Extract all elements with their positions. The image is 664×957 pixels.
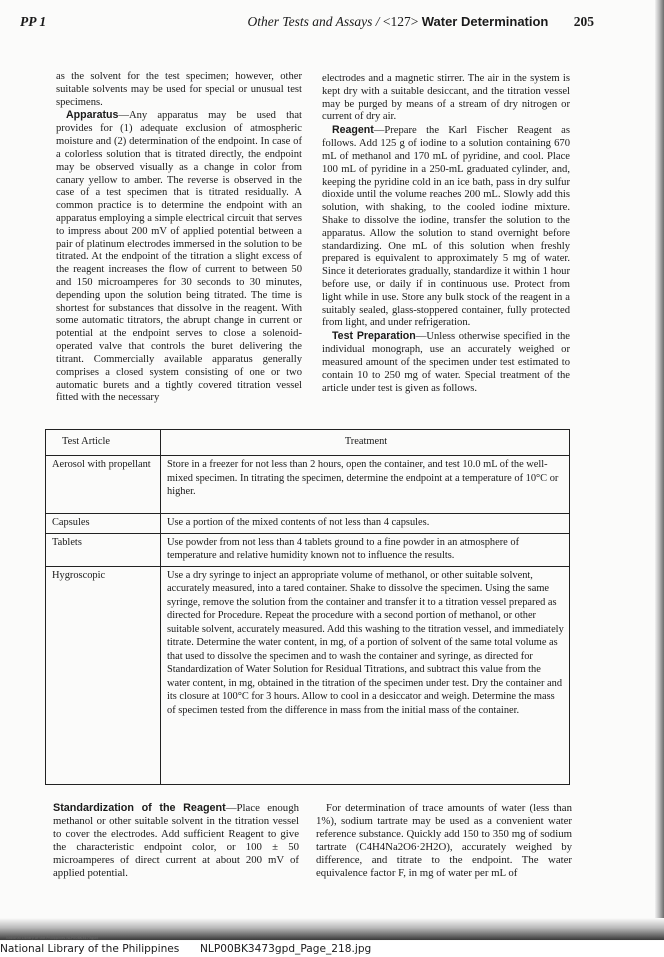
cell-treatment: Use powder from not less than 4 tablets ground to a fine powder in an atmosphere of temperature and relative humidity known not to influence the results. — [161, 533, 570, 566]
paragraph-apparatus — [56, 109, 302, 405]
heading-test-preparation: Test Preparation — [332, 330, 416, 343]
paragraph-test-preparation — [322, 330, 570, 395]
cell-treatment: Store in a freezer for not less than 2 hours, open the container, and test 10.0 mL of the well-mixed specimen. In titrating the specimen, determine the endpoint at a temperature of 10°C or higher. — [161, 456, 570, 514]
column-bottom-left — [53, 802, 299, 880]
section-code: PP 1 — [20, 14, 47, 29]
column-bottom-right — [316, 802, 572, 880]
chapter-number: <127> — [382, 14, 419, 29]
table-header-row — [46, 430, 570, 456]
cell-test-article: Hygroscopic — [46, 566, 161, 784]
column-header-test-article: Test Article — [46, 430, 161, 456]
paragraph-trace-water: For determination of trace amounts of water (less than 1%), sodium tartrate may be used as a convenient water reference substance. Quickly add 150 to 350 mg of sodium tartrate (C4H4Na2O6·2H2O), accurately weighed by difference, and titrate to the endpoint. The water equivalence factor F, in mg of water per mL of — [316, 802, 572, 880]
treatment-table — [45, 429, 570, 785]
library-name: National Library of the Philippines — [0, 943, 180, 955]
running-title — [247, 14, 594, 30]
scanner-mark: National Library of the Philippines NLP00BK3473gpd — [6, 936, 98, 940]
paragraph-text: —Unless otherwise specified in the individual monograph, use an accurately weighed or measured amount of the specimen under test estimated to contain 10 to 250 mg of water. Special treatment of the article under test is given as follows. — [322, 331, 571, 394]
paragraph-standardization — [53, 802, 299, 880]
column-top-left — [56, 71, 302, 405]
cell-test-article: Aerosol with propellant — [46, 456, 161, 514]
paragraph-text: —Prepare the Karl Fischer Reagent as follows. Add 125 g of iodine to a solution containing 670 mL of methanol and 170 mL of pyridine, and cool. Place 100 mL of pyridine in a 250-mL graduated cylinder, and, keeping the pyridine cold in an ice bath, pass in dry sulfur dioxide until the volume reaches 200 mL. Slowly add this solution, with shaking, to the cooled iodine mixture. Shake to dissolve the iodine, transfer the solution to the apparatus. Allow the solution to stand overnight before standardizing. One mL of this solution when freshly prepared is equivalent to approximately 5 mg of water. Since it deteriorates gradually, standardize it within 1 hour before use, or daily if in continuous use. Protect from light while in use. Store any bulk stock of the reagent in a suitably sealed, glass-stoppered container, fully protected from light, and under refrigeration. — [322, 125, 570, 329]
page-number: 205 — [573, 14, 594, 29]
running-title-bold: Water Determination — [421, 14, 549, 29]
paragraph-text: —Any apparatus may be used that provides for (1) adequate exclusion of atmospheric moisture and (2) determination of the endpoint. In case of a colorless solution that is titrated directly, the endpoint may be observed visually as a change in color from canary yellow to amber. The reverse is observed in the case of a test specimen that is titrated residually. A common practice is to determine the endpoint with an apparatus employing a simple electrical circuit that serves to impress about 200 mV of applied potential between a pair of platinum electrodes immersed in the solution to be titrated. At the endpoint of the titration a slight excess of the reagent increases the flow of current to between 50 and 150 microamperes for 30 seconds to 30 minutes, depending upon the solution being titrated. The time is shortest for substances that dissolve in the reagent. With some automatic titrators, the abrupt change in current or potential at the endpoint serves to close a solenoid-operated valve that controls the buret delivering the titrant. Commercially available apparatus generally comprises a closed system consisting of one or two automatic burets and a tightly covered titration vessel fitted with the necessary — [56, 110, 302, 404]
paragraph-reagent — [322, 124, 570, 330]
column-top-right — [322, 73, 570, 395]
paragraph: as the solvent for the test specimen; however, other suitable solvents may be used for special or unusual test specimens. — [56, 71, 302, 108]
paragraph: electrodes and a magnetic stirrer. The air in the system is kept dry with a suitable desiccant, and the titration vessel may be purged by means of a stream of dry nitrogen or current of dry air. — [322, 73, 570, 123]
cell-treatment: Use a dry syringe to inject an appropriate volume of methanol, or other suitable solvent, accurately measured, into a tared container. Shake to dissolve the specimen. Using the same syringe, remove the solution from the container and transfer it to a titration vessel prepared as directed for Procedure. Repeat the procedure with a second portion of methanol, or other suitable solvent, accurately measured. Add this washing to the titration vessel, and immediately titrate. Determine the water content, in mg, of a portion of solvent of the same total volume as that used to dissolve the specimen and to wash the container and syringe, as directed for Standardization of Water Solution for Residual Titrations, and subtract this value from the water content, in mg, obtained in the titration of the specimen under test. Dry the container and its closure at 100°C for 3 hours. Allow to cool in a desiccator and weigh. Determine the mass of specimen tested from the difference in mass from the initial mass of the container. — [161, 566, 570, 784]
column-header-treatment: Treatment — [161, 430, 570, 456]
heading-apparatus: Apparatus — [66, 109, 119, 122]
cell-test-article: Capsules — [46, 514, 161, 534]
scan-bottom-shadow — [0, 918, 664, 940]
heading-reagent: Reagent — [332, 124, 374, 137]
file-name: NLP00BK3473gpd_Page_218.jpg — [200, 943, 372, 955]
running-head — [20, 14, 594, 34]
running-title-italic: Other Tests and Assays / — [247, 14, 380, 29]
cell-test-article: Tablets — [46, 533, 161, 566]
scan-footer — [0, 941, 664, 957]
table-row — [46, 566, 570, 784]
table-row — [46, 533, 570, 566]
paragraph-text: —Place enough methanol or other suitable solvent in the titration vessel to cover the electrodes. Add sufficient Reagent to give the characteristic endpoint color, or 100 ± 50 microamperes of direct current at about 200 mV of applied potential. — [53, 802, 299, 880]
heading-standardization: Standardization of the Reagent — [53, 802, 226, 814]
scan-edge-shadow — [655, 0, 664, 940]
cell-treatment: Use a portion of the mixed contents of not less than 4 capsules. — [161, 514, 570, 534]
table-row — [46, 456, 570, 514]
table-row — [46, 514, 570, 534]
